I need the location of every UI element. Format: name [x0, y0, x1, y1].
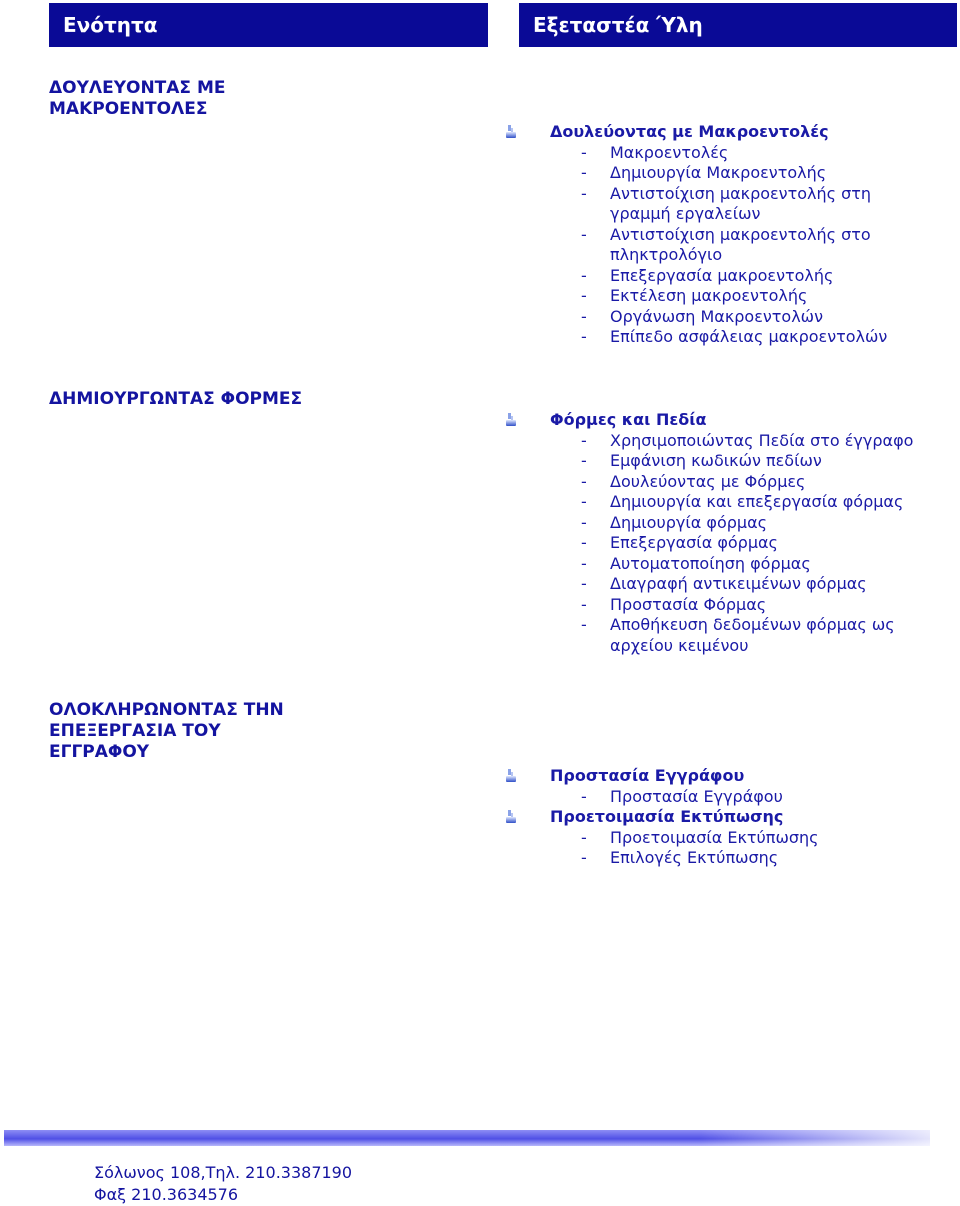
list-item: - Δημιουργία και επεξεργασία φόρμας	[581, 492, 904, 511]
topic-heading: Φόρμες και Πεδία	[505, 410, 945, 431]
list-item: - Εμφάνιση κωδικών πεδίων	[581, 451, 822, 470]
topic-item-list	[505, 787, 945, 808]
header-enotita	[49, 3, 488, 47]
header-left-title: Ενότητα	[63, 13, 158, 37]
section-title-macros	[49, 78, 349, 120]
list-item: - Επιλογές Εκτύπωσης	[581, 848, 779, 867]
topic-heading: Δουλεύοντας με Μακροεντολές	[505, 122, 945, 143]
section-title-line: ΜΑΚΡΟΕΝΤΟΛΕΣ	[49, 99, 208, 119]
header-right-title: Εξεταστέα Ύλη	[533, 13, 703, 37]
section-title-line: ΔΗΜΙΟΥΡΓΩΝΤΑΣ ΦΟΡΜΕΣ	[49, 389, 303, 409]
dash-marker: -	[581, 451, 587, 470]
list-item: - Αυτοματοποίηση φόρμας	[581, 553, 811, 573]
dash-marker: -	[581, 615, 587, 634]
dash-marker: -	[581, 786, 587, 806]
topic-heading: Προετοιμασία Εκτύπωσης	[505, 807, 945, 828]
section-title-line: ΕΓΓΡΑΦΟΥ	[49, 742, 150, 762]
topic-forms-fields	[505, 410, 945, 656]
list-item: - Προστασία Εγγράφου	[581, 786, 783, 806]
footer-fax: Φαξ 210.3634576	[94, 1185, 239, 1204]
dash-marker: -	[581, 163, 587, 182]
header-exetastea-yli	[519, 3, 957, 47]
list-item: - Εκτέλεση μακροεντολής	[581, 286, 808, 305]
section-title-line: ΕΠΕΞΕΡΓΑΣΙΑ ΤΟΥ	[49, 721, 221, 741]
list-item: - Χρησιμοποιώντας Πεδία στο έγγραφο	[581, 430, 914, 450]
dash-marker: -	[581, 594, 587, 614]
topic-document-protection	[505, 766, 945, 869]
topic-item-list	[505, 828, 945, 869]
topic-macros	[505, 122, 945, 348]
footer-divider-fade	[4, 1130, 930, 1146]
list-item: - Αντιστοίχιση μακροεντολής στη γραμμή εργαλείων	[581, 183, 872, 223]
list-item: - Μακροεντολές	[581, 142, 729, 162]
dash-marker: -	[581, 430, 587, 450]
glass-bullet-icon	[505, 412, 517, 427]
topic-item-list	[505, 431, 945, 657]
dash-marker: -	[581, 286, 587, 305]
dash-marker: -	[581, 306, 587, 326]
dash-marker: -	[581, 224, 587, 244]
dash-marker: -	[581, 327, 587, 346]
dash-marker: -	[581, 512, 587, 532]
dash-marker: -	[581, 142, 587, 162]
list-item: - Δουλεύοντας με Φόρμες	[581, 471, 806, 491]
dash-marker: -	[581, 827, 587, 847]
footer-address: Σόλωνος 108,Τηλ. 210.3387190	[94, 1163, 353, 1182]
topic-item-list	[505, 143, 945, 348]
dash-marker: -	[581, 492, 587, 511]
glass-bullet-icon	[505, 124, 517, 139]
dash-marker: -	[581, 183, 587, 203]
section-title-document	[49, 700, 349, 763]
list-item: - Δημιουργία φόρμας	[581, 512, 768, 532]
topic-heading: Προστασία Εγγράφου	[505, 766, 945, 787]
dash-marker: -	[581, 471, 587, 491]
list-item: - Προστασία Φόρμας	[581, 594, 767, 614]
dash-marker: -	[581, 265, 587, 285]
dash-marker: -	[581, 848, 587, 867]
glass-bullet-icon	[505, 768, 517, 783]
list-item: - Επεξεργασία μακροεντολής	[581, 265, 834, 285]
list-item: - Διαγραφή αντικειμένων φόρμας	[581, 574, 867, 593]
list-item: - Αντιστοίχιση μακροεντολής στο πληκτρολόγιο	[581, 224, 871, 264]
glass-bullet-icon	[505, 809, 517, 824]
section-title-forms	[49, 389, 349, 410]
list-item: - Προετοιμασία Εκτύπωσης	[581, 827, 819, 847]
dash-marker: -	[581, 533, 587, 552]
dash-marker: -	[581, 574, 587, 593]
list-item: - Επίπεδο ασφάλειας μακροεντολών	[581, 327, 888, 346]
list-item: - Αποθήκευση δεδομένων φόρμας ως αρχείου κειμένου	[581, 615, 895, 655]
section-title-line: ΟΛΟΚΛΗΡΩΝΟΝΤΑΣ ΤΗΝ	[49, 700, 284, 720]
list-item: - Επεξεργασία φόρμας	[581, 533, 778, 552]
section-title-line: ΔΟΥΛΕΥΟΝΤΑΣ ΜΕ	[49, 78, 226, 98]
dash-marker: -	[581, 553, 587, 573]
list-item: - Οργάνωση Μακροεντολών	[581, 306, 824, 326]
list-item: - Δημιουργία Μακροεντολής	[581, 163, 827, 182]
